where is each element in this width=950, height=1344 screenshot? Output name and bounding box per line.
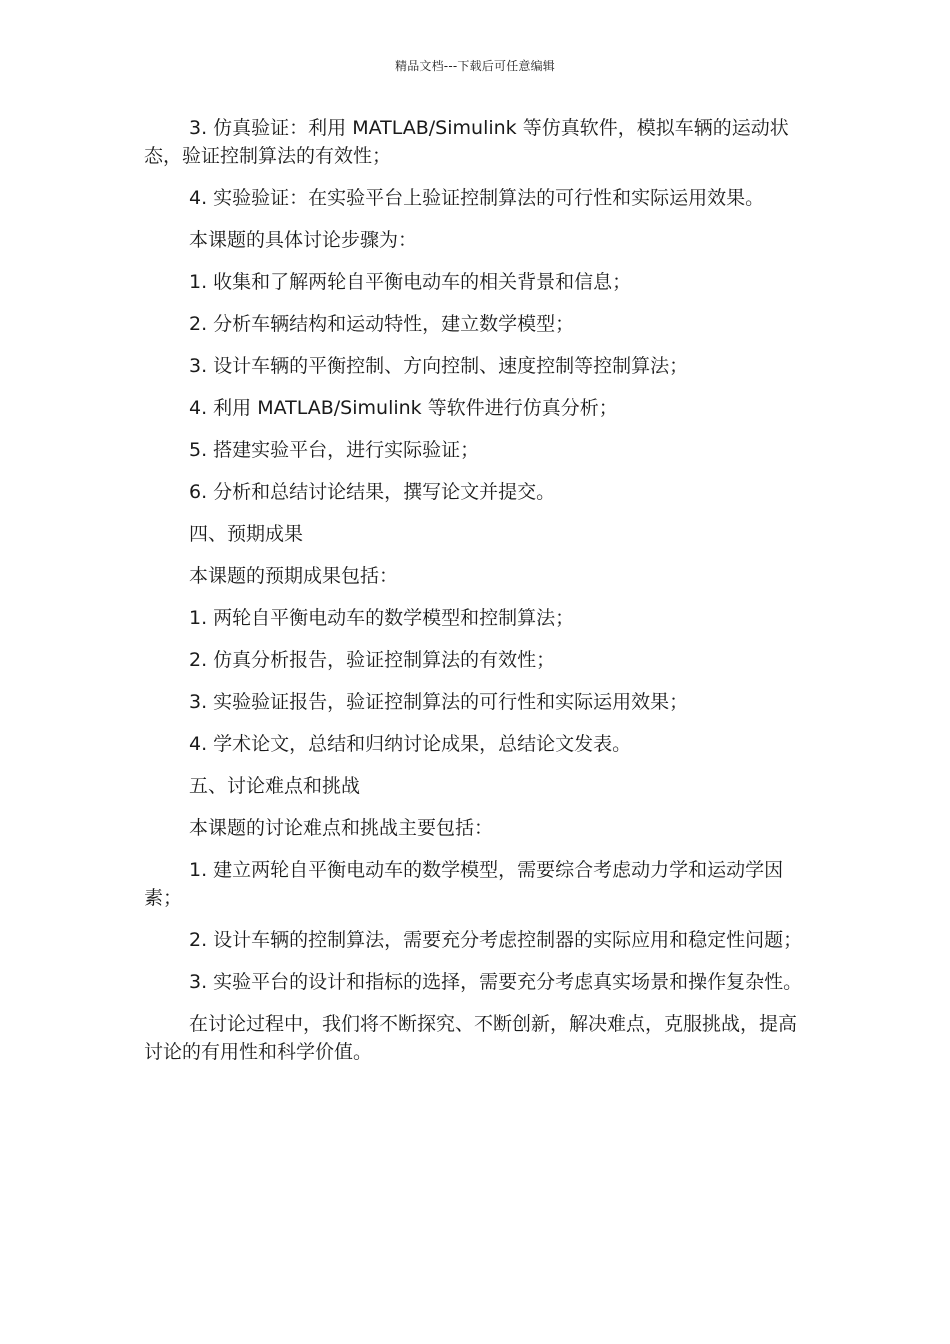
list-item: 1. 两轮自平衡电动车的数学模型和控制算法； — [189, 607, 575, 629]
list-item: 4. 利用 MATLAB/Simulink 等软件进行仿真分析； — [189, 397, 618, 419]
section-heading: 五、讨论难点和挑战 — [189, 775, 361, 797]
list-item: 5. 搭建实验平台，进行实际验证； — [189, 439, 480, 461]
list-item: 3. 设计车辆的平衡控制、方向控制、速度控制等控制算法； — [189, 355, 689, 377]
list-item: 4. 学术论文，总结和归纳讨论成果，总结论文发表。 — [189, 733, 632, 755]
page-header: 精品文档---下载后可任意编辑 — [395, 59, 555, 73]
paragraph: 本课题的具体讨论步骤为： — [189, 229, 418, 251]
list-item: 1. 建立两轮自平衡电动车的数学模型，需要综合考虑动力学和运动学因素； — [144, 859, 784, 909]
list-item: 6. 分析和总结讨论结果，撰写论文并提交。 — [189, 481, 556, 503]
list-item: 2. 设计车辆的控制算法，需要充分考虑控制器的实际应用和稳定性问题； — [189, 929, 803, 951]
paragraph: 4. 实验验证：在实验平台上验证控制算法的可行性和实际运用效果。 — [189, 187, 765, 209]
list-item: 3. 实验验证报告，验证控制算法的可行性和实际运用效果； — [189, 691, 689, 713]
list-item: 1. 收集和了解两轮自平衡电动车的相关背景和信息； — [189, 271, 632, 293]
list-item: 3. 实验平台的设计和指标的选择，需要充分考虑真实场景和操作复杂性。 — [189, 971, 803, 993]
paragraph: 3. 仿真验证：利用 MATLAB/Simulink 等仿真软件，模拟车辆的运动状态，验证控制算法的有效性； — [144, 117, 789, 167]
paragraph: 本课题的讨论难点和挑战主要包括： — [189, 817, 494, 839]
section-heading: 四、预期成果 — [189, 523, 304, 545]
paragraph: 在讨论过程中，我们将不断探究、不断创新，解决难点，克服挑战，提高讨论的有用性和科学价值。 — [144, 1013, 798, 1063]
list-item: 2. 仿真分析报告，验证控制算法的有效性； — [189, 649, 556, 671]
list-item: 2. 分析车辆结构和运动特性，建立数学模型； — [189, 313, 575, 335]
paragraph: 本课题的预期成果包括： — [189, 565, 399, 587]
document-body — [144, 114, 812, 1080]
